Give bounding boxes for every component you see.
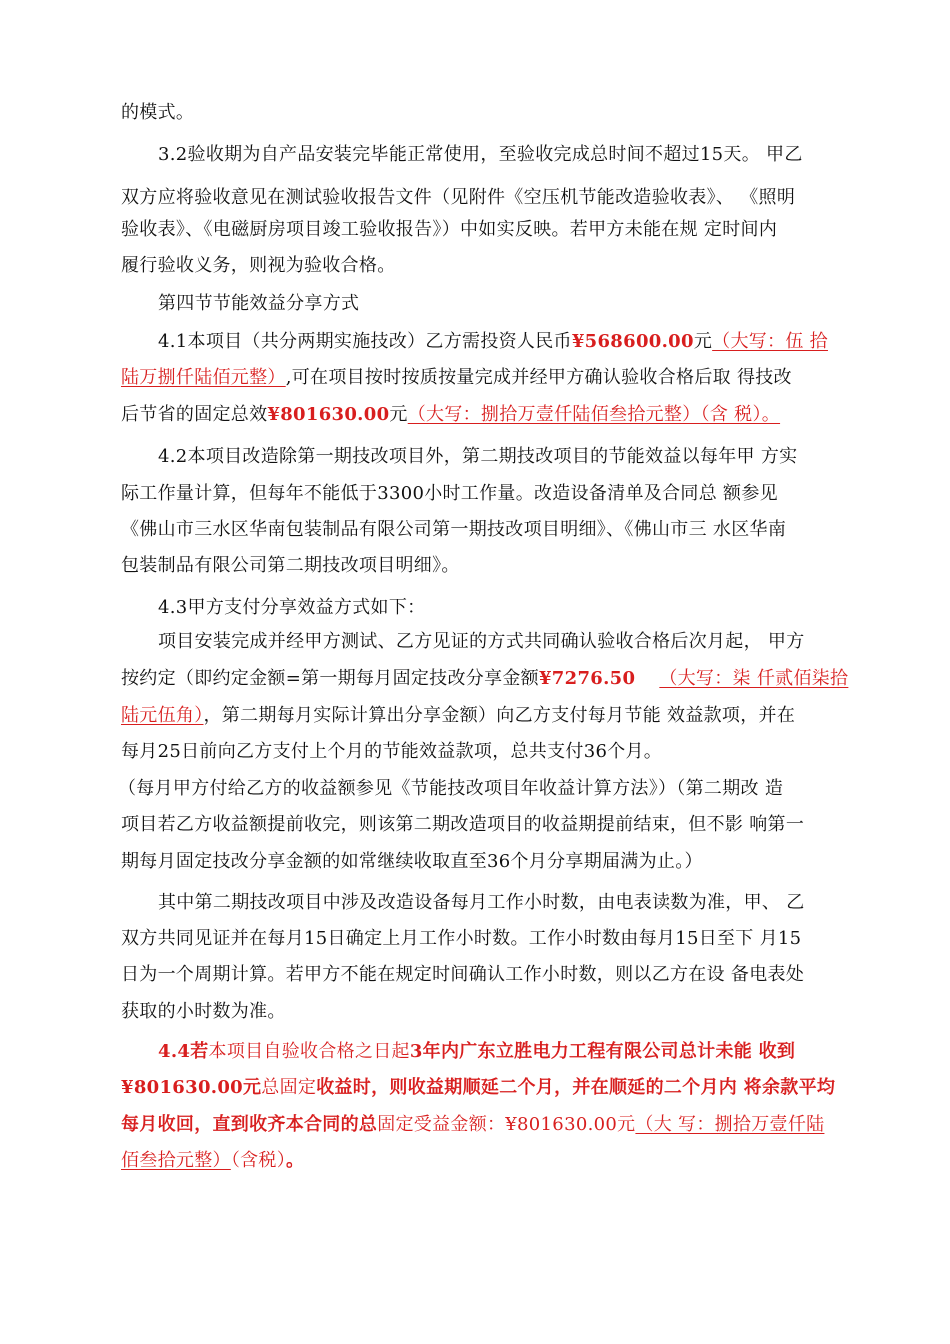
amount-figure: ¥7276.50	[538, 668, 636, 689]
note-paragraph-line: （每月甲方付给乙方的收益额参见《节能技改项目年收益计算方法》）（第二期改 造	[118, 778, 784, 799]
payment-paragraph-line	[121, 704, 795, 728]
clause-3-2-line: 履行验收义务，则视为验收合格。	[121, 255, 396, 276]
clause-4-2-line: 《佛山市三水区华南包装制品有限公司第一期技改项目明细》、《佛山市三 水区华南	[121, 519, 787, 540]
clause-3-2-line: 双方应将验收意见在测试验收报告文件（见附件《空压机节能改造验收表》、 《照明	[121, 187, 796, 208]
paragraph-line: 的模式。	[121, 102, 195, 123]
tax-note: （含税）	[230, 1150, 287, 1171]
hours-paragraph-line: 日为一个周期计算。若甲方不能在规定时间确认工作小时数，则以乙方在设 备电表处	[121, 964, 805, 985]
clause-4-4-line	[121, 1149, 304, 1173]
amount-in-words: （大写：伍 拾	[712, 331, 828, 352]
clause-text: 固定受益金额：¥801630.00元	[377, 1114, 636, 1135]
clause-text: 4.1本项目（共分两期实施技改）乙方需投资人民币	[158, 331, 572, 352]
clause-4-1-line	[121, 366, 792, 390]
clause-4-2-line: 4.2本项目改造除第一期技改项目外，第二期技改项目的节能效益以每年甲 方实	[158, 446, 798, 467]
clause-text: 。	[286, 1150, 305, 1171]
clause-text: 本项目自验收合格之日起	[208, 1041, 410, 1062]
amount-figure: ¥801630.00元	[121, 1077, 262, 1098]
amount-in-words: 陆万捌仟陆佰元整）	[121, 367, 286, 388]
clause-text: 元	[693, 331, 713, 352]
amount-figure: ¥568600.00	[571, 331, 694, 352]
note-paragraph-line: 项目若乙方收益额提前收完，则该第二期改造项目的收益期提前结束，但不影 响第一	[121, 814, 805, 835]
hours-paragraph-line: 其中第二期技改项目中涉及改造设备每月工作小时数，由电表读数为准，甲、 乙	[158, 892, 805, 913]
payment-paragraph-line: 每月25日前向乙方支付上个月的节能效益款项，总共支付36个月。	[121, 741, 663, 762]
clause-text: 收益时，则收益期顺延二个月，并在顺延的二个月内 将余款平均	[316, 1077, 836, 1098]
hours-paragraph-line: 获取的小时数为准。	[121, 1001, 286, 1022]
clause-4-4-line	[121, 1076, 835, 1100]
clause-4-1-line	[121, 403, 780, 427]
payment-paragraph-line: 项目安装完成并经甲方测试、乙方见证的方式共同确认验收合格后次月起， 甲方	[158, 631, 805, 652]
tax-note: （含 税）。	[700, 404, 781, 425]
clause-text: 按约定（即约定金额=第一期每月固定技改分享金额	[121, 668, 539, 689]
amount-in-words: （大写：捌拾万壹仟陆佰叁拾元整）	[407, 404, 701, 425]
note-paragraph-line: 期每月固定技改分享金额的如常继续收取直至36个月分享期届满为止。）	[121, 851, 703, 872]
clause-text: 元	[389, 404, 408, 425]
clause-4-1-line	[158, 330, 828, 354]
clause-text: 3年内广东立胜电力工程有限公司总计未能 收到	[409, 1041, 796, 1062]
clause-4-4-line	[121, 1113, 824, 1137]
payment-paragraph-line	[121, 667, 848, 691]
section-heading: 第四节节能效益分享方式	[158, 293, 360, 314]
hours-paragraph-line: 双方共同见证并在每月15日确定上月工作小时数。工作小时数由每月15日至下 月15	[121, 928, 802, 949]
amount-figure: ¥801630.00	[267, 404, 390, 425]
clause-text: ,可在项目按时按质按量完成并经甲方确认验收合格后取 得技改	[285, 367, 792, 388]
clause-4-4-line	[158, 1040, 795, 1064]
clause-4-2-line: 际工作量计算，但每年不能低于3300小时工作量。改造设备清单及合同总 额参见	[121, 483, 778, 504]
clause-4-3-line: 4.3甲方支付分享效益方式如下：	[158, 597, 426, 618]
clause-4-2-line: 包装制品有限公司第二期技改项目明细》。	[121, 555, 460, 576]
amount-in-words: （大 写：捌拾万壹仟陆	[635, 1114, 825, 1135]
clause-text: 后节省的固定总效	[121, 404, 268, 425]
amount-in-words: 佰叁拾元整）	[121, 1150, 231, 1171]
clause-3-2-line: 3.2验收期为自产品安装完毕能正常使用，至验收完成总时间不超过15天。 甲乙	[158, 144, 803, 165]
clause-text: 总固定	[261, 1077, 317, 1098]
amount-in-words: 陆元伍角）	[121, 705, 204, 726]
clause-text: ，第二期每月实际计算出分享金额）向乙方支付每月节能 效益款项，并在	[203, 705, 796, 726]
clause-3-2-line: 验收表》、《电磁厨房项目竣工验收报告》）中如实反映。若甲方未能在规 定时间内	[121, 219, 778, 240]
amount-in-words: （大写：柒 仟贰佰柒拾	[659, 668, 849, 689]
clause-text: 4.4若	[158, 1041, 209, 1062]
clause-text: 每月收回，直到收齐本合同的总	[121, 1114, 378, 1135]
